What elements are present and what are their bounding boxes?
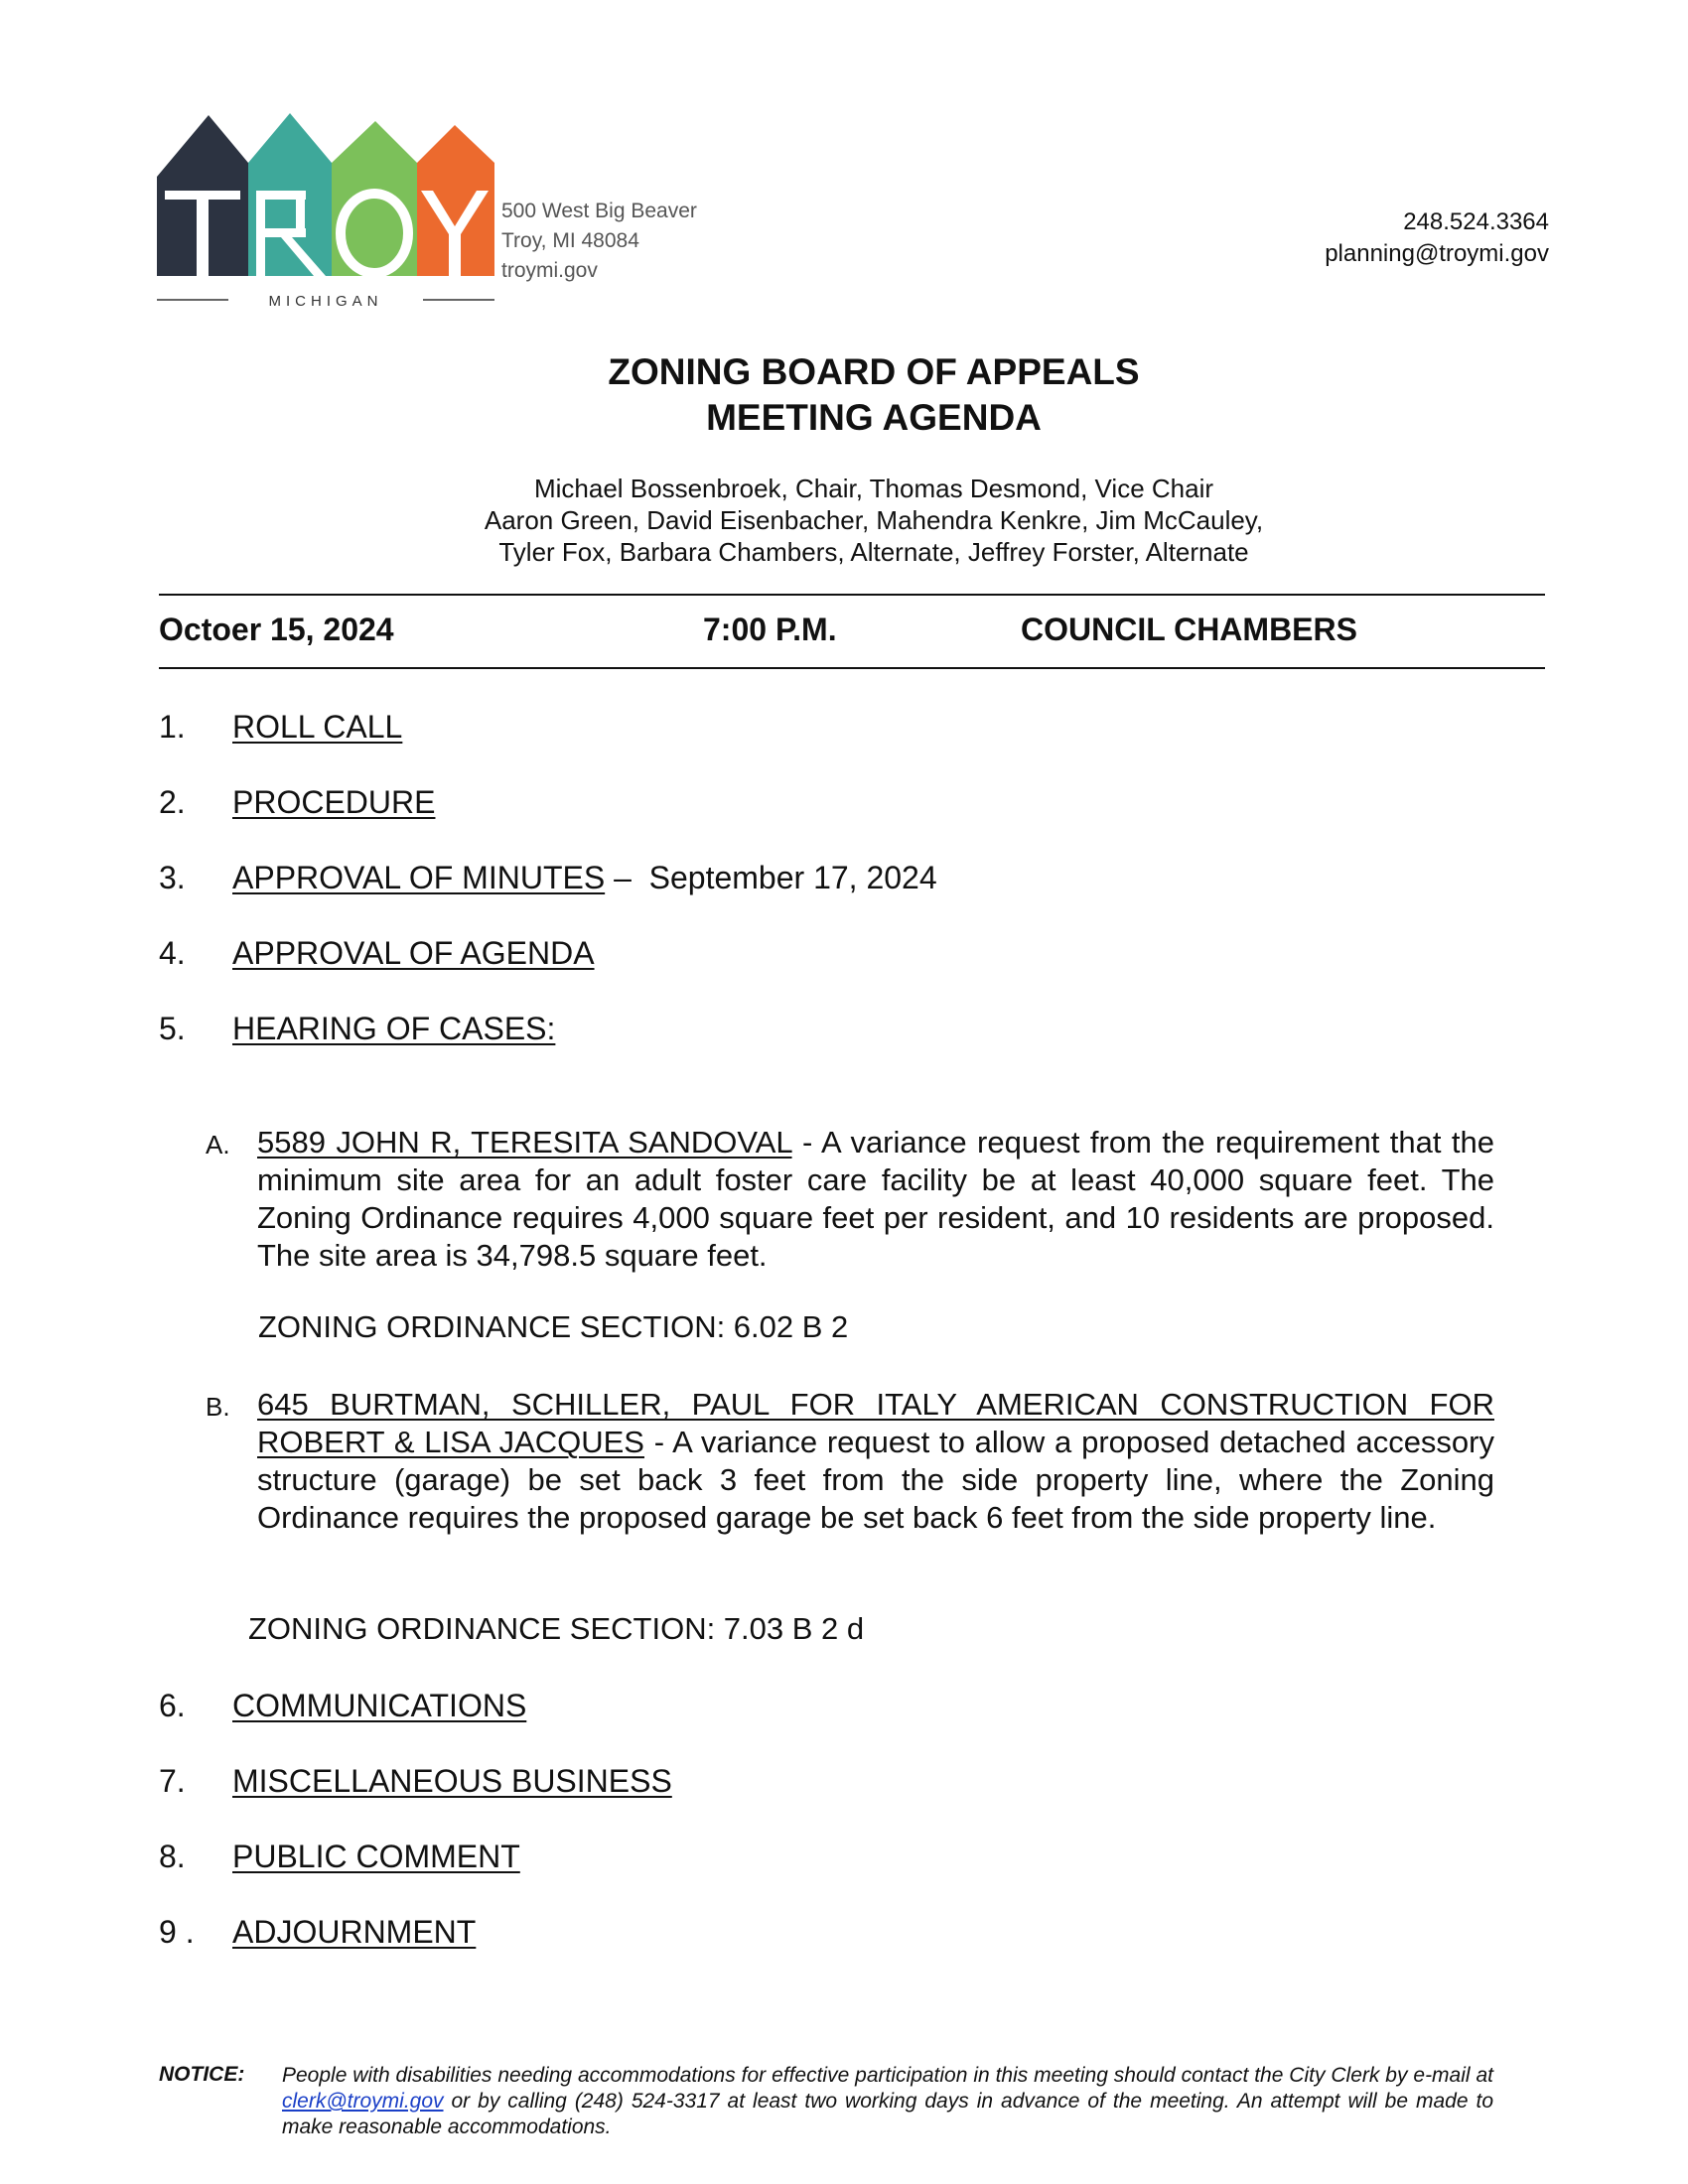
meeting-time: 7:00 P.M. (703, 612, 837, 647)
divider-top (159, 594, 1545, 596)
notice-label: NOTICE: (159, 2063, 245, 2086)
agenda-number: 1. (159, 709, 186, 745)
contact-email[interactable]: planning@troymi.gov (1325, 240, 1549, 267)
agenda-label: COMMUNICATIONS (232, 1688, 527, 1723)
agenda-label: MISCELLANEOUS BUSINESS (232, 1763, 672, 1799)
agenda-number: 7. (159, 1763, 186, 1799)
agenda-number: 4. (159, 935, 186, 971)
meeting-date: Octoer 15, 2024 (159, 612, 394, 647)
case-text: - A variance request from the requirement that the minimum site area for an adult foster care facility be at least 40,000 square feet. The Zoning Ordinance requires 4,000 square feet per resident, and 10 residents are proposed. The site area is 34,798.5 square feet. (257, 1125, 1494, 1273)
contact-info (1325, 206, 1549, 270)
minutes-date: – September 17, 2024 (605, 860, 937, 895)
members-line-3: Tyler Fox, Barbara Chambers, Alternate, Jeffrey Forster, Alternate (498, 537, 1249, 567)
agenda-number: 9 . (159, 1914, 195, 1950)
agenda-label: PROCEDURE (232, 784, 436, 820)
contact-phone: 248.524.3364 (1403, 208, 1549, 235)
case-heading: 645 BURTMAN, SCHILLER, PAUL FOR ITALY AMERICAN CONSTRUCTION FOR ROBERT & LISA JACQUES (257, 1387, 1494, 1459)
members-line-1: Michael Bossenbroek, Chair, Thomas Desmond, Vice Chair (533, 474, 1214, 503)
agenda-label: ADJOURNMENT (232, 1914, 477, 1950)
agenda-number: 5. (159, 1011, 186, 1046)
case-description (257, 1386, 1494, 1537)
address-website: troymi.gov (501, 259, 598, 282)
city-address (501, 197, 697, 286)
troy-logo (157, 107, 494, 316)
case-heading: 5589 JOHN R, TERESITA SANDOVAL (257, 1125, 792, 1160)
case-letter: B. (206, 1392, 230, 1422)
page-title (0, 349, 1688, 441)
case-section: ZONING ORDINANCE SECTION: 6.02 B 2 (258, 1309, 849, 1344)
case-text: - A variance request to allow a proposed detached accessory structure (garage) be set back 3 feet from the side property line, where the Zoning Ordinance requires the proposed garage be set back 6 feet from the side property line. (257, 1425, 1494, 1535)
logo-state-text: MICHIGAN (268, 293, 383, 310)
divider-bottom (159, 667, 1545, 669)
case-description (257, 1124, 1494, 1275)
clerk-email-link[interactable]: clerk@troymi.gov (282, 2090, 444, 2113)
address-street: 500 West Big Beaver (501, 200, 697, 222)
agenda-number: 8. (159, 1839, 186, 1874)
meeting-details (159, 612, 1545, 655)
agenda-number: 3. (159, 860, 186, 895)
agenda-label: APPROVAL OF MINUTES (232, 860, 606, 895)
agenda-label: PUBLIC COMMENT (232, 1839, 520, 1874)
agenda-label: HEARING OF CASES: (232, 1011, 556, 1046)
notice-text: People with disabilities needing accommodations for effective participation in this meeting should contact the City Clerk by e-mail at clerk@troymi.gov or by calling (248) 524-3317 at least two working days in advance of the meeting. An attempt will be made to make reasonable accommodations. (282, 2064, 1493, 2138)
title-line-1: ZONING BOARD OF APPEALS (608, 351, 1140, 392)
case-section: ZONING ORDINANCE SECTION: 7.03 B 2 d (248, 1611, 865, 1646)
address-city: Troy, MI 48084 (501, 229, 639, 252)
meeting-location: COUNCIL CHAMBERS (1021, 612, 1357, 647)
members-line-2: Aaron Green, David Eisenbacher, Mahendra Kenkre, Jim McCauley, (484, 505, 1264, 535)
title-line-2: MEETING AGENDA (706, 397, 1042, 438)
board-members (0, 473, 1688, 568)
agenda-label: ROLL CALL (232, 709, 403, 745)
case-letter: A. (206, 1130, 230, 1160)
agenda-number: 6. (159, 1688, 186, 1723)
agenda-number: 2. (159, 784, 186, 820)
agenda-label: APPROVAL OF AGENDA (232, 935, 595, 971)
